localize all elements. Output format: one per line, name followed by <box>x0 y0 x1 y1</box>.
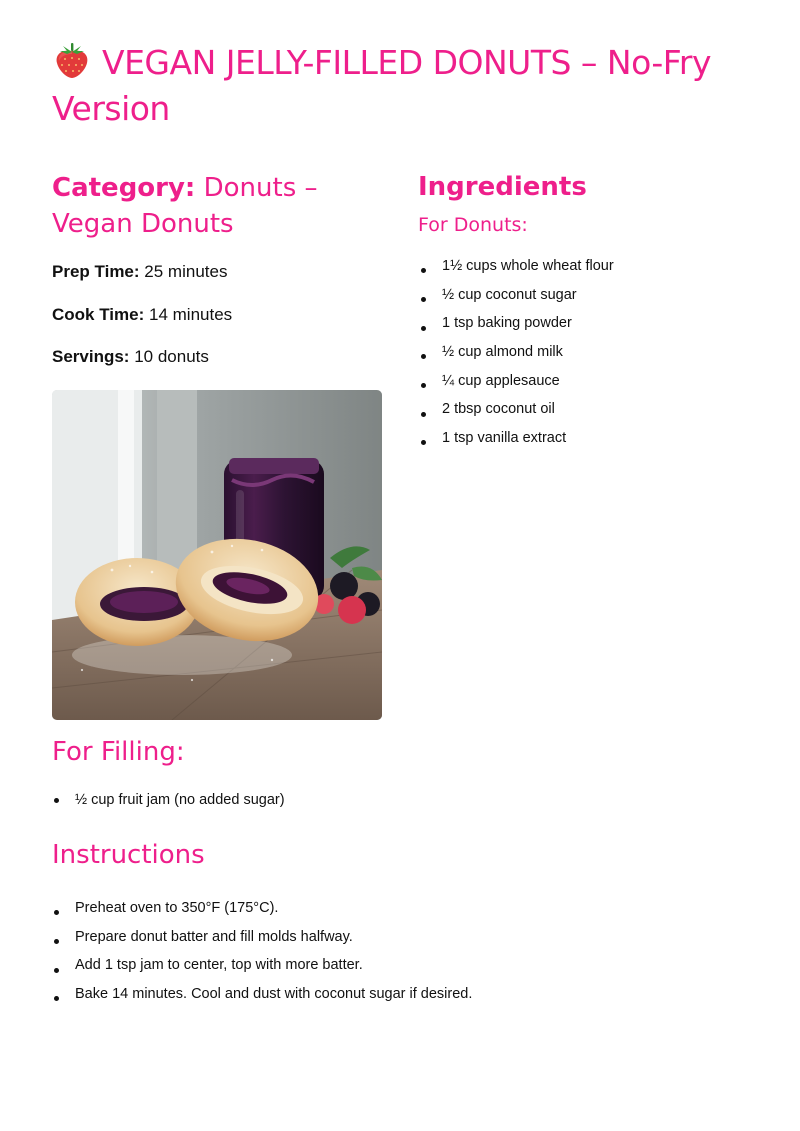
list-item: 2 tbsp coconut oil <box>419 399 614 428</box>
list-item: ½ cup coconut sugar <box>419 285 614 314</box>
list-item: ½ cup fruit jam (no added sugar) <box>52 790 285 810</box>
servings <box>52 347 209 367</box>
ingredients-heading: Ingredients <box>418 172 587 202</box>
prep-time-label: Prep Time: <box>52 262 140 281</box>
cook-time-value: 14 minutes <box>149 305 233 324</box>
cook-time <box>52 305 232 325</box>
prep-time-value: 25 minutes <box>144 262 228 281</box>
cook-time-label: Cook Time: <box>52 305 145 324</box>
list-item: 1½ cups whole wheat flour <box>419 256 614 285</box>
category-label: Category: <box>52 173 196 203</box>
for-filling-heading: For Filling: <box>52 737 185 767</box>
list-item: 1 tsp baking powder <box>419 313 614 342</box>
category-value: Donuts – Vegan Donuts <box>52 173 318 239</box>
strawberry-icon <box>52 40 92 80</box>
prep-time <box>52 262 227 282</box>
donut-ingredients-list <box>419 256 614 457</box>
instructions-heading: Instructions <box>52 840 205 870</box>
instruction-step: Preheat oven to 350°F (175°C). <box>52 898 472 927</box>
list-item: ½ cup almond milk <box>419 342 614 371</box>
filling-ingredients-list <box>52 790 285 810</box>
servings-label: Servings: <box>52 347 130 366</box>
instruction-step: Add 1 tsp jam to center, top with more batter. <box>52 955 472 984</box>
page-title <box>52 40 752 132</box>
servings-value: 10 donuts <box>134 347 209 366</box>
instruction-step: Bake 14 minutes. Cool and dust with coconut sugar if desired. <box>52 984 472 1013</box>
list-item: ¼ cup applesauce <box>419 371 614 400</box>
donut-photo <box>52 390 382 720</box>
title-text: VEGAN JELLY-FILLED DONUTS – No-Fry Version <box>52 43 711 128</box>
instructions-list <box>52 898 472 1013</box>
instruction-step: Prepare donut batter and fill molds halfway. <box>52 927 472 956</box>
for-donuts-heading: For Donuts: <box>418 214 528 236</box>
category <box>52 170 382 242</box>
list-item: 1 tsp vanilla extract <box>419 428 614 457</box>
